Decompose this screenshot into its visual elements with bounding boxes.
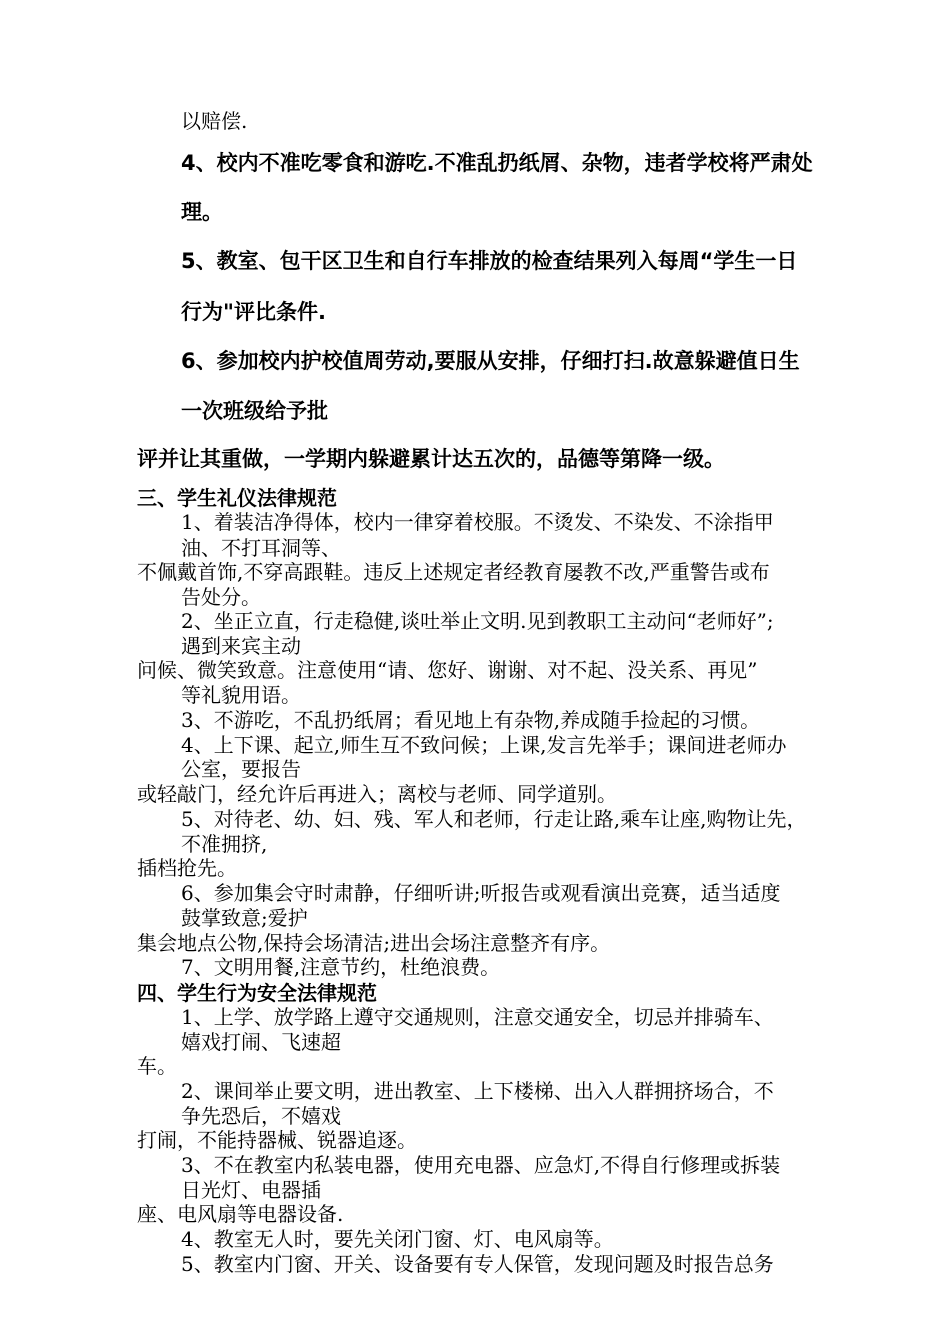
etiquette-line: 公室，要报告 xyxy=(181,757,301,781)
etiquette-line: 1、着装洁净得体，校内一律穿着校服。不烫发、不染发、不涂指甲 xyxy=(181,510,774,534)
rule-item-5: 5、教室、包干区卫生和自行车排放的检查结果列入每周“学生一日 xyxy=(181,249,798,273)
section-heading-safety: 四、学生行为安全法律规范 xyxy=(137,981,377,1005)
section-heading-etiquette: 三、学生礼仪法律规范 xyxy=(137,486,337,510)
rule-item-5-cont: 行为"评比条件. xyxy=(181,300,326,324)
safety-line: 座、电风扇等电器设备. xyxy=(137,1202,344,1226)
safety-line: 3、不在教室内私装电器，使用充电器、应急灯,不得自行修理或拆装 xyxy=(181,1153,781,1177)
etiquette-line: 告处分。 xyxy=(181,585,261,609)
etiquette-line: 鼓掌致意;爱护 xyxy=(181,906,308,930)
etiquette-line: 遇到来宾主动 xyxy=(181,634,301,658)
safety-line: 1、上学、放学路上遵守交通规则，注意交通安全，切忌并排骑车、 xyxy=(181,1005,774,1029)
safety-line: 打闹，不能持器械、锐器追逐。 xyxy=(137,1128,417,1152)
etiquette-line: 7、文明用餐,注意节约，杜绝浪费。 xyxy=(181,955,501,979)
rule-item-4: 4、校内不准吃零食和游吃.不准乱扔纸屑、杂物，违者学校将严肃处 xyxy=(181,151,813,175)
etiquette-line: 6、参加集会守时肃静，仔细听讲;听报告或观看演出竞赛，适当适度 xyxy=(181,881,781,905)
safety-line: 车。 xyxy=(137,1054,177,1078)
etiquette-line: 4、上下课、起立,师生互不致问候；上课,发言先举手；课间进老师办 xyxy=(181,733,787,757)
safety-line: 嬉戏打闹、飞速超 xyxy=(181,1030,341,1054)
safety-line: 日光灯、电器插 xyxy=(181,1178,321,1202)
safety-line: 5、教室内门窗、开关、设备要有专人保管，发现问题及时报告总务 xyxy=(181,1252,774,1276)
etiquette-line: 油、不打耳洞等、 xyxy=(181,536,341,560)
etiquette-line: 问候、微笑致意。注意使用“请、您好、谢谢、对不起、没关系、再见” xyxy=(137,658,758,682)
rule-item-6-cont: 一次班级给予批 xyxy=(181,399,328,423)
safety-line: 4、教室无人时，要先关闭门窗、灯、电风扇等。 xyxy=(181,1227,614,1251)
rule-item-6-cont2: 评并让其重做，一学期内躲避累计达五次的，品德等第降一级。 xyxy=(137,447,725,471)
rule-item-6: 6、参加校内护校值周劳动,要服从安排，仔细打扫.故意躲避值日生 xyxy=(181,349,800,373)
safety-line: 争先恐后，不嬉戏 xyxy=(181,1104,341,1128)
etiquette-line: 不准拥挤, xyxy=(181,832,268,856)
etiquette-line: 等礼貌用语。 xyxy=(181,683,301,707)
safety-line: 2、课间举止要文明，进出教室、上下楼梯、出入人群拥挤场合，不 xyxy=(181,1079,774,1103)
etiquette-line: 2、坐正立直，行走稳健,谈吐举止文明.见到教职工主动问“老师好”; xyxy=(181,609,774,633)
rule-item-4-cont: 理。 xyxy=(181,200,223,224)
etiquette-line: 插档抢先。 xyxy=(137,856,237,880)
etiquette-line: 集会地点公物,保持会场清洁;进出会场注意整齐有序。 xyxy=(137,931,611,955)
etiquette-line: 不佩戴首饰,不穿高跟鞋。违反上述规定者经教育屡教不改,严重警告或布 xyxy=(137,560,770,584)
etiquette-line: 5、对待老、幼、妇、残、军人和老师，行走让路,乘车让座,购物让先， xyxy=(181,807,807,831)
etiquette-line: 3、不游吃，不乱扔纸屑；看见地上有杂物,养成随手捡起的习惯。 xyxy=(181,708,761,732)
intro-line: 以赔偿. xyxy=(181,109,248,133)
etiquette-line: 或轻敲门，经允许后再进入；离校与老师、同学道别。 xyxy=(137,782,617,806)
